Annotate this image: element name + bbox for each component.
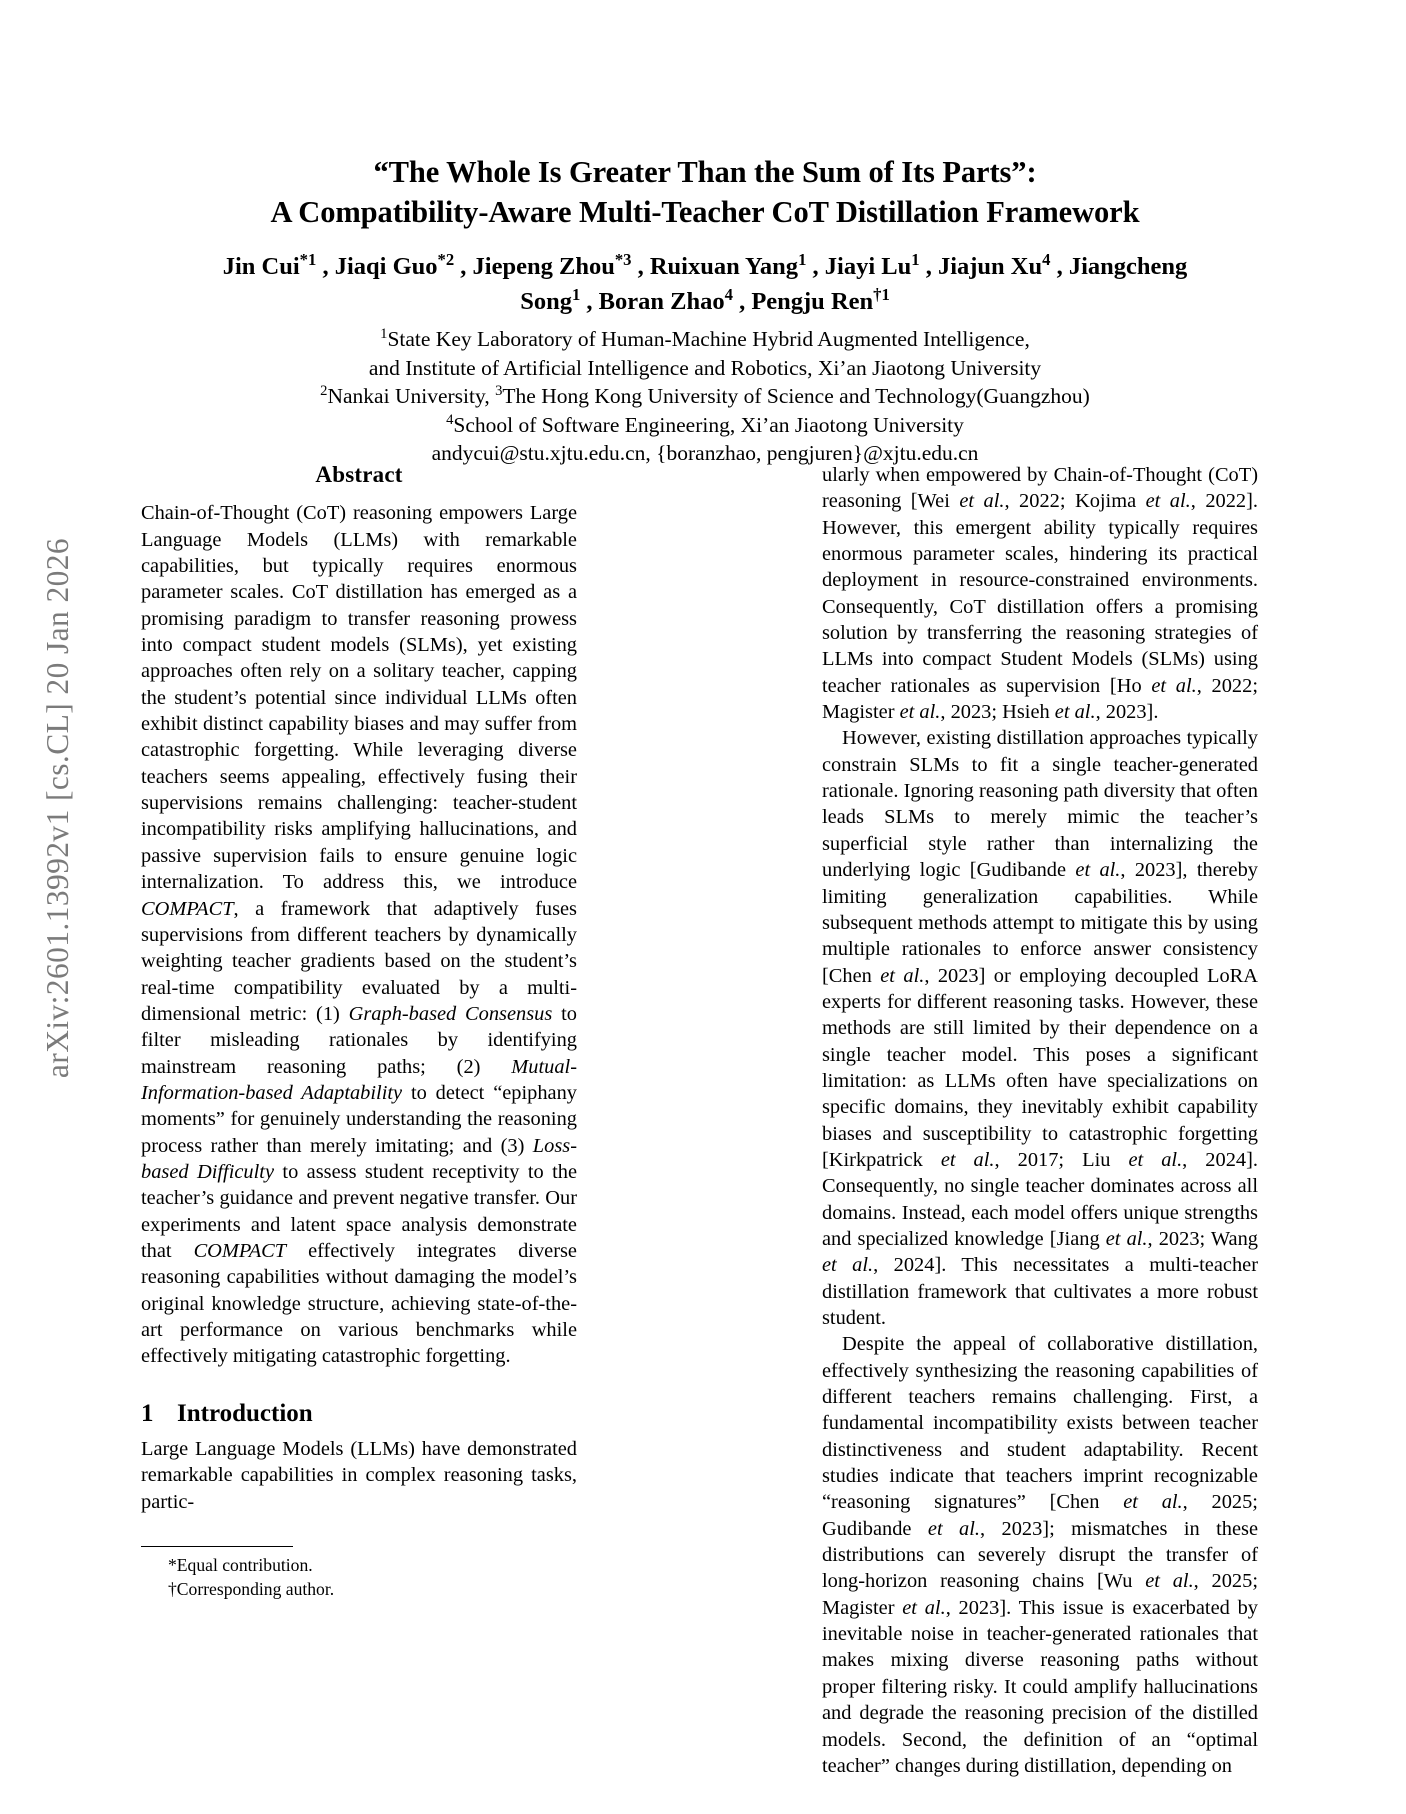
abstract-text-2: , a framework that adaptively fuses supervisions from different teachers by dynamically weighting teacher gradients based on the student’s real-time compatibility evaluated by a multi-dimensional metric: (1) — [141, 897, 577, 1025]
intro-text-c: , 2022]. However, this emergent ability typically requires enormous parameter scales, hindering its practical deployment in resource-constrained environments. Consequently, CoT distillation offers a promising solution by transferring the reasoning strategies of LLMs into compact Student Models (SLMs) using teacher rationales as supervision [Ho — [822, 490, 1259, 697]
section-title: Introduction — [177, 1399, 313, 1427]
etal-8: et al. — [940, 1148, 995, 1171]
author-emails: andycui@stu.xjtu.edu.cn, {boranzhao, pengjuren}@xjtu.edu.cn — [431, 441, 979, 465]
paper-header — [150, 152, 1260, 468]
affiliation-block — [150, 325, 1260, 468]
etal-10: et al. — [1105, 1227, 1148, 1250]
author-line-2: Song$^1$ , Boran Zhao$^4$ , Pengju Ren$^{\dagger 1}$ — [520, 284, 890, 315]
arxiv-stamp: arXiv:2601.13992v1 [cs.CL] 20 Jan 2026 — [40, 537, 75, 1079]
p2-text-b: , 2023], thereby limiting generalization capabilities. While subsequent methods attempt to mitigate this by using multiple rationales to enforce answer consistency [Chen — [822, 859, 1258, 987]
affiliation-4: $^4$School of Software Engineering, Xi’an Jiaotong University — [446, 411, 964, 437]
etal-14: et al. — [1145, 1570, 1194, 1593]
abstract-text-1: Chain-of-Thought (CoT) reasoning empowers Large Language Models (LLMs) with remarkable capabilities, but typically requires enormous parameter scales. CoT distillation has emerged as a promising paradigm to transfer reasoning prowess into compact student models (SLMs), yet existing approaches often rely on a solitary teacher, capping the student’s potential since individual LLMs often exhibit distinct capability biases and may suffer from catastrophic forgetting. While leveraging diverse teachers seems appealing, effectively fusing their supervisions remains challenging: teacher-student incompatibility risks amplifying hallucinations, and passive supervision fails to ensure genuine logic internalization. To address this, we introduce — [141, 502, 577, 894]
intro-paragraph-1-left: Large Language Models (LLMs) have demonstrated remarkable capabilities in complex reasoning tasks, partic- — [141, 1438, 577, 1513]
etal-13: et al. — [927, 1517, 980, 1540]
abstract-heading: Abstract — [315, 462, 403, 487]
p3-text-e: , 2023]. This issue is exacerbated by inevitable noise in teacher-generated rationales that makes mixing diverse reasoning paths without proper filtering risky. It could amplify hallucinations and degrade the reasoning precision of the distilled models. Second, the definition of an “optimal teacher” changes during distillation, depending on — [822, 1596, 1258, 1777]
section-heading-introduction — [141, 1401, 577, 1427]
metric-mutual-information: Mutual-Information-based Adaptability — [141, 1055, 577, 1104]
metric-loss-difficulty: Loss-based Difficulty — [141, 1134, 577, 1183]
affiliation-2: $^2$Nankai University, $^3$The Hong Kong University of Science and Technology(Guangzhou) — [320, 382, 1090, 408]
abstract-paragraph — [141, 500, 577, 1369]
compact-name-2: COMPACT — [193, 1239, 287, 1262]
etal-15: et al. — [902, 1596, 946, 1619]
intro-text-f: , 2023]. — [1095, 701, 1159, 724]
etal-7: et al. — [880, 964, 925, 987]
metric-graph-consensus: Graph-based Consensus — [348, 1002, 553, 1025]
title-line-1: “The Whole Is Greater Than the Sum of Its Parts”: — [373, 155, 1037, 189]
affiliation-1a: $^1$State Key Laboratory of Human-Machine Hybrid Augmented Intelligence, — [380, 325, 1030, 351]
abstract-text-5: to assess student receptivity to the teacher’s guidance and prevent negative transfer. Our experiments and latent space analysis demonstrate that — [141, 1160, 577, 1262]
intro-text-d: , 2022; Magister — [822, 674, 1258, 724]
abstract-text-4: to detect “epiphany moments” for genuinely understanding the reasoning process rather than merely imitating; and (3) — [141, 1081, 578, 1157]
intro-paragraph-2 — [822, 725, 1258, 1331]
abstract-text-3: to filter misleading rationales by identifying mainstream reasoning paths; (2) — [141, 1002, 577, 1078]
etal-3: et al. — [1151, 674, 1197, 697]
p2-text-a: However, existing distillation approaches typically constrain SLMs to fit a single teacher-generated rationale. Ignoring reasoning path diversity that often leads SLMs to merely mimic the teacher’s superficial style rather than internalizing the underlying logic [Gudibande — [822, 727, 1258, 882]
etal-12: et al. — [1123, 1491, 1183, 1514]
etal-9: et al. — [1128, 1148, 1183, 1171]
section-number: 1 — [141, 1399, 154, 1427]
compact-name: COMPACT — [141, 897, 234, 920]
etal-2: et al. — [1145, 490, 1191, 513]
etal-1: et al. — [959, 490, 1005, 513]
p3-text-d: , 2025; Magister — [822, 1570, 1258, 1619]
intro-text-a: ularly when empowered by Chain-of-Thought (CoT) reasoning [Wei — [822, 464, 1258, 513]
right-column — [822, 462, 1258, 1779]
author-line-1: Jin Cui$^{*1}$ , Jiaqi Guo$^{*2}$ , Jiepeng Zhou$^{*3}$ , Ruixuan Yang$^1$ , Jiayi Lu$^1$ , Jiajun Xu$^4$ , Jiangcheng — [222, 249, 1188, 280]
affiliation-1b: and Institute of Artificial Intelligence and Robotics, Xi’an Jiaotong University — [368, 355, 1042, 380]
footnote-block — [141, 1546, 577, 1601]
etal-6: et al. — [1075, 859, 1121, 882]
p2-text-f: , 2023; Wang — [1147, 1227, 1258, 1250]
footnote-corresponding-author: †Corresponding author. — [168, 1579, 335, 1599]
author-list — [150, 249, 1260, 319]
etal-11: et al. — [822, 1254, 874, 1277]
abstract-text-6: effectively integrates diverse reasoning capabilities without damaging the model’s original knowledge structure, achieving state-of-the-art performance on various benchmarks while effectively mitigating catastrophic forgetting. — [141, 1239, 577, 1368]
footnote-equal-contribution: *Equal contribution. — [168, 1555, 313, 1575]
page-title — [150, 152, 1260, 232]
p3-text-a: Despite the appeal of collaborative distillation, effectively synthesizing the reasoning capabilities of different teachers remains challenging. First, a fundamental incompatibility exists between teacher distinctiveness and student adaptability. Recent studies indicate that teachers imprint recognizable “reasoning signatures” [Chen — [822, 1333, 1258, 1514]
intro-paragraph-1-cont — [822, 462, 1258, 725]
p2-text-g: , 2024]. This necessitates a multi-teacher distillation framework that cultivates a more robust student. — [822, 1254, 1258, 1329]
p2-text-d: , 2017; Liu — [994, 1148, 1129, 1171]
etal-5: et al. — [1054, 701, 1096, 724]
intro-text-e: , 2023; Hsieh — [940, 701, 1055, 724]
intro-text-b: , 2022; Kojima — [1004, 490, 1146, 513]
p2-text-e: , 2024]. Consequently, no single teacher dominates across all domains. Instead, each model offers unique strengths and specialized knowledge [Jiang — [822, 1148, 1258, 1250]
title-line-2: A Compatibility-Aware Multi-Teacher CoT Distillation Framework — [270, 195, 1140, 229]
etal-4: et al. — [899, 701, 941, 724]
p2-text-c: , 2023] or employing decoupled LoRA experts for different reasoning tasks. However, these methods are still limited by their dependence on a single teacher model. This poses a significant limitation: as LLMs often have specializations on specific domains, they inevitably exhibit capability biases and susceptibility to catastrophic forgetting [Kirkpatrick — [822, 964, 1258, 1171]
p3-text-c: , 2023]; mismatches in these distributions can severely disrupt the transfer of long-horizon reasoning chains [Wu — [822, 1517, 1258, 1593]
footnote-rule — [141, 1546, 293, 1547]
left-column — [141, 462, 577, 1515]
intro-paragraph-3 — [822, 1331, 1258, 1779]
p3-text-b: , 2025; Gudibande — [822, 1491, 1258, 1540]
